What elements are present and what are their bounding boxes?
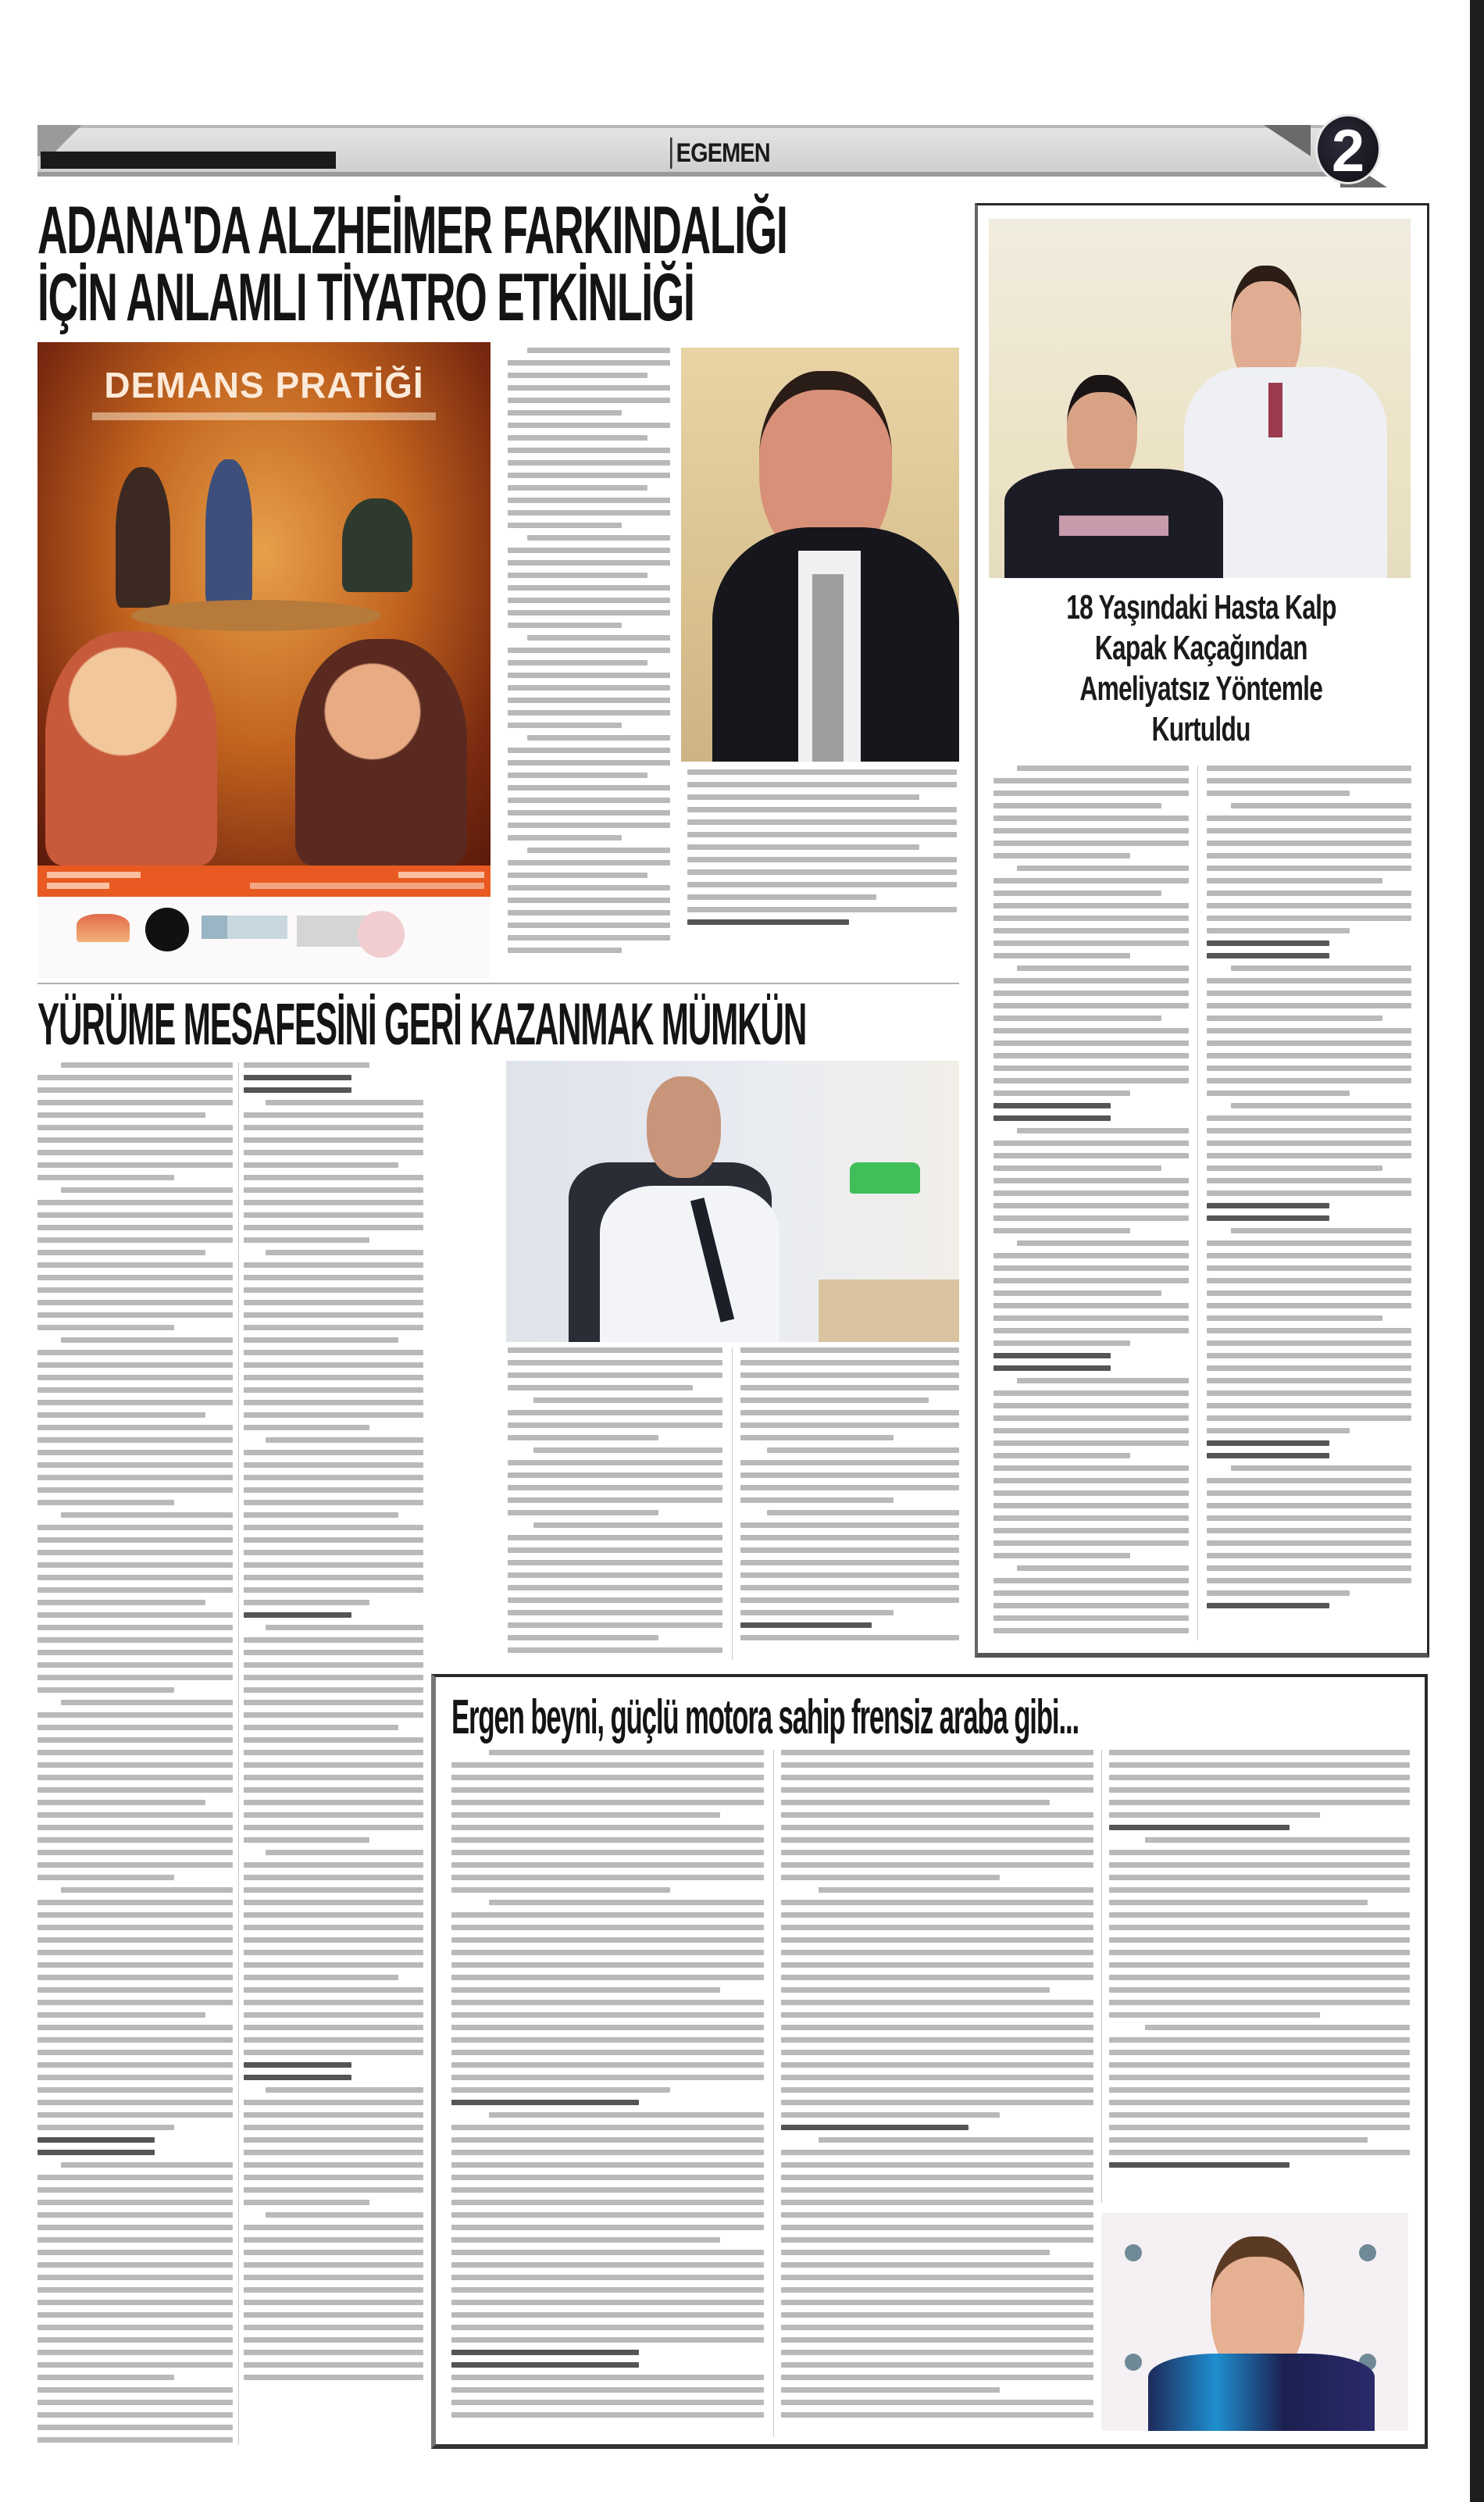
- article-body-column: [451, 1750, 764, 2437]
- article-body-column: [37, 1062, 233, 2445]
- photo-doctor-at-desk: [506, 1061, 959, 1342]
- photo-patient-shirt-logo: [1059, 516, 1168, 536]
- article-body-column: [740, 1347, 959, 1660]
- sponsor-logo: [202, 915, 287, 939]
- article-body-column: [993, 766, 1189, 1640]
- poster-info-text-bar: [47, 883, 109, 889]
- photo-desk: [819, 1280, 959, 1342]
- headline-kalp: [990, 587, 1412, 750]
- poster-info-band: [37, 866, 491, 897]
- photo-shirt: [600, 1186, 779, 1342]
- sponsor-logo: [358, 911, 405, 958]
- article-body-column: [508, 348, 670, 973]
- figure-nurse: [205, 459, 252, 608]
- column-rule: [1197, 766, 1198, 1640]
- photo-lamp: [850, 1162, 920, 1194]
- photo-tie: [812, 574, 844, 762]
- stage-floor: [131, 600, 381, 631]
- photo-doctor-and-patient: [989, 219, 1411, 578]
- article-body-column: [244, 1062, 423, 2445]
- column-rule: [238, 1062, 239, 2445]
- article-body-column: [508, 1347, 722, 1660]
- headline-alzheimer: [37, 193, 787, 335]
- newspaper-name: EGEMEN: [670, 137, 770, 169]
- photo-man-in-suit: [681, 348, 959, 762]
- headline-line: Kapak Kaçağından: [1095, 629, 1307, 667]
- headline-line: ADANA'DA ALZHEİMER FARKINDALIĞI: [37, 193, 787, 268]
- backdrop-logo: [1125, 2354, 1142, 2371]
- column-rule: [732, 1347, 733, 1660]
- backdrop-logo: [1359, 2244, 1376, 2261]
- sponsor-logo: [145, 908, 189, 951]
- headline-line: İÇİN ANLAMLI TİYATRO ETKİNLİĞİ: [37, 260, 694, 335]
- page-number-badge: 2: [1315, 114, 1381, 184]
- page-ornament-left: [1264, 125, 1311, 156]
- headline-yurume: YÜRÜME MESAFESİNİ GERİ KAZANMAK MÜMKÜN: [37, 991, 807, 1058]
- poster-image-demans-pratigi: [37, 342, 491, 866]
- photo-jacket: [1148, 2354, 1375, 2431]
- column-rule: [773, 1750, 774, 2437]
- headline-ergen: Ergen beyni, güçlü motora sahip frensiz araba gibi...: [451, 1690, 1079, 1744]
- photo-head: [647, 1076, 721, 1178]
- figure-elderly-woman: [45, 631, 217, 866]
- backdrop-logo: [1125, 2244, 1142, 2261]
- poster-subtitle-bar: [92, 412, 436, 420]
- headline-line: Kurtuldu: [1151, 710, 1251, 748]
- article-body-column: [1207, 766, 1411, 1640]
- figure-seated: [342, 498, 412, 592]
- article-body-column: [1109, 1750, 1410, 2203]
- figure-young-woman: [295, 639, 467, 866]
- column-rule: [1101, 1750, 1102, 2203]
- photo-caption: [687, 769, 957, 957]
- headline-line: 18 Yaşındaki Hasta Kalp: [1066, 588, 1336, 626]
- figure-elderly-man: [116, 467, 170, 608]
- article-body-column: [781, 1750, 1093, 2437]
- date-strip: [41, 152, 336, 169]
- photo-doctor-tie: [1268, 383, 1282, 437]
- poster-info-text-bar: [250, 883, 484, 889]
- photo-woman-portrait: [1101, 2213, 1408, 2431]
- poster-info-text-bar: [398, 872, 484, 878]
- poster-info-text-bar: [47, 872, 141, 878]
- poster-title: DEMANS PRATİĞİ: [104, 365, 424, 405]
- sponsor-logo: [77, 914, 130, 942]
- section-divider: [37, 983, 959, 984]
- headline-line: Ameliyatsız Yöntemle: [1079, 669, 1323, 708]
- viewer-edge-strip: [1470, 0, 1484, 2502]
